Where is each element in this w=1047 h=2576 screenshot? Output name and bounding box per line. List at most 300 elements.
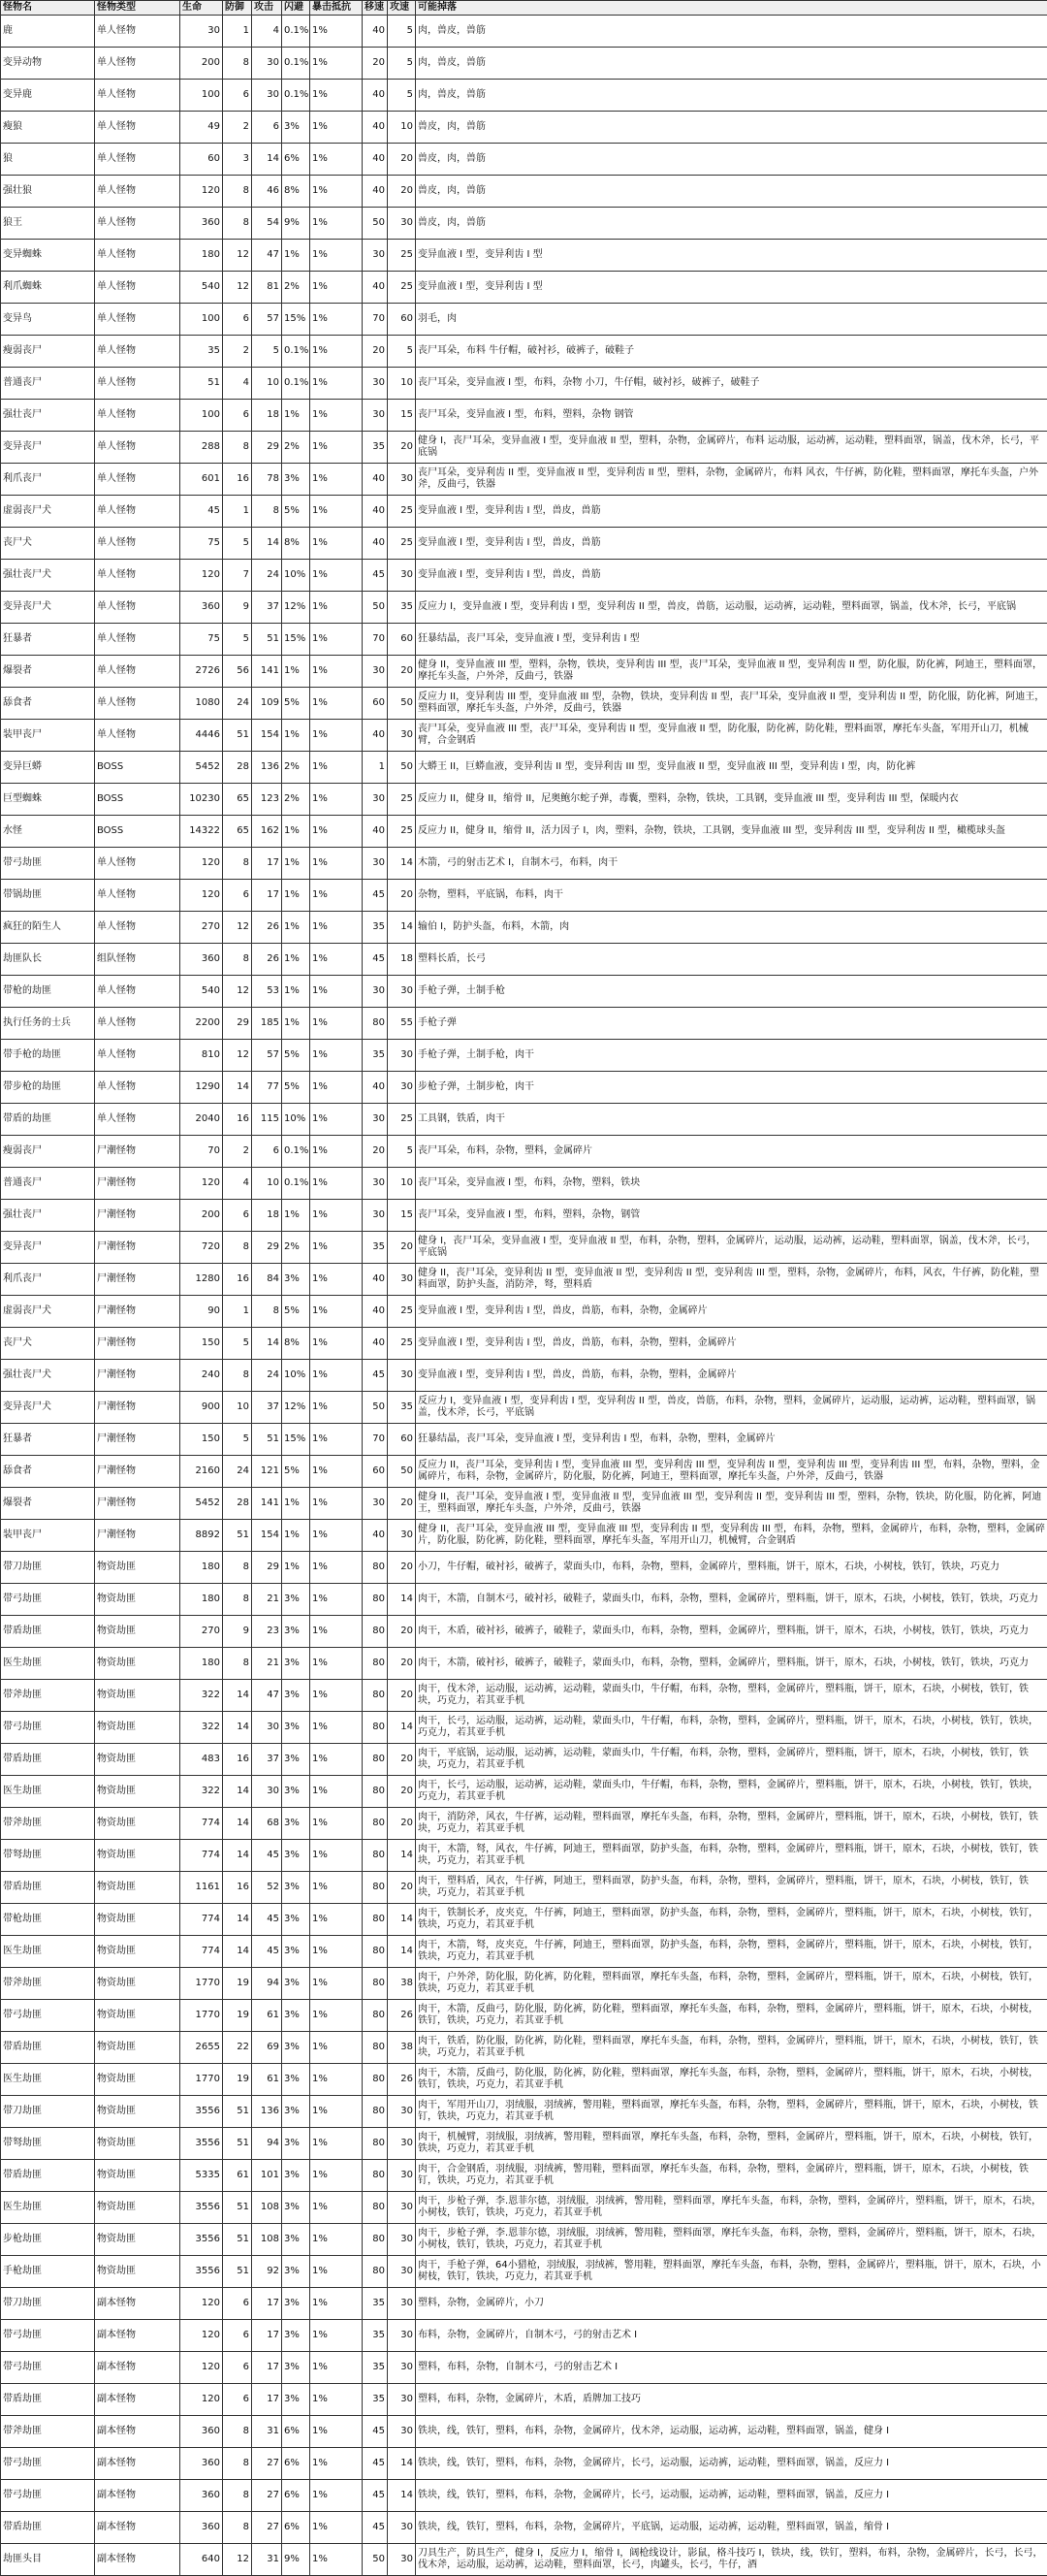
drops-value: 丧尸耳朵，布料，杂物，塑料，金属碎片 <box>416 1136 1047 1168</box>
atk-value: 78 <box>252 464 282 496</box>
atk-value: 30 <box>252 80 282 112</box>
monster-name: 变异丧尸 <box>1 1232 95 1264</box>
atk-value: 53 <box>252 976 282 1008</box>
drops-value: 肉干，木箭，反曲弓，防化服，防化裤，防化鞋，塑料面罩，摩托车头盔，布料，杂物，塑料，金属碎片，塑料瓶，饼干，原木，石块，小树枝，铁钉，铁块，巧克力，若其亚手机 <box>416 2000 1047 2032</box>
monster-type: 尸潮怪物 <box>95 1360 180 1392</box>
hp-value: 5452 <box>180 1488 223 1520</box>
drops-value: 肉干，步枪子弹，李.恩菲尔德，羽绒服，羽绒裤，警用鞋，塑料面罩，摩托车头盔，布料，杂物，塑料，金属碎片，塑料瓶，饼干，原木，石块，小树枝，铁钉，铁块，巧克力，若其亚手机 <box>416 2224 1047 2256</box>
col-header-dodge: 闪避 <box>282 1 310 16</box>
hp-value: 4446 <box>180 720 223 752</box>
crit-resist-value: 1% <box>310 144 363 176</box>
hp-value: 1280 <box>180 1264 223 1296</box>
dodge-value: 1% <box>282 944 310 976</box>
monster-name: 瘦弱丧尸 <box>1 1136 95 1168</box>
crit-resist-value: 1% <box>310 1520 363 1552</box>
drops-value: 塑料，杂物，金属碎片，小刀 <box>416 2288 1047 2320</box>
crit-resist-value: 1% <box>310 2000 363 2032</box>
atk-value: 109 <box>252 688 282 720</box>
monster-type: 物资劫匪 <box>95 2032 180 2064</box>
table-row <box>1 496 1047 528</box>
monster-name: 狼 <box>1 144 95 176</box>
drops-value: 塑料，布料，杂物，金属碎片，木盾，盾牌加工技巧 <box>416 2384 1047 2416</box>
monster-type: 单人怪物 <box>95 48 180 80</box>
crit-resist-value: 1% <box>310 784 363 816</box>
table-row <box>1 2480 1047 2512</box>
dodge-value: 6% <box>282 2480 310 2512</box>
atk-value: 94 <box>252 2128 282 2160</box>
move-speed-value: 30 <box>363 400 388 432</box>
move-speed-value: 35 <box>363 1232 388 1264</box>
dodge-value: 2% <box>282 432 310 464</box>
monster-type: BOSS <box>95 752 180 784</box>
atk-speed-value: 20 <box>388 1552 416 1584</box>
monster-name: 医生劫匪 <box>1 1648 95 1680</box>
hp-value: 150 <box>180 1328 223 1360</box>
move-speed-value: 80 <box>363 2160 388 2192</box>
hp-value: 120 <box>180 2352 223 2384</box>
monster-name: 带弓劫匪 <box>1 2480 95 2512</box>
hp-value: 75 <box>180 624 223 656</box>
hp-value: 30 <box>180 16 223 48</box>
crit-resist-value: 1% <box>310 688 363 720</box>
monster-type: 物资劫匪 <box>95 2128 180 2160</box>
crit-resist-value: 1% <box>310 1040 363 1072</box>
def-value: 16 <box>223 464 252 496</box>
def-value: 3 <box>223 144 252 176</box>
crit-resist-value: 1% <box>310 912 363 944</box>
monster-type: 单人怪物 <box>95 304 180 336</box>
hp-value: 70 <box>180 1136 223 1168</box>
move-speed-value: 40 <box>363 720 388 752</box>
atk-value: 108 <box>252 2192 282 2224</box>
move-speed-value: 60 <box>363 688 388 720</box>
monster-type: 物资劫匪 <box>95 1744 180 1776</box>
monster-name: 水怪 <box>1 816 95 848</box>
hp-value: 14322 <box>180 816 223 848</box>
def-value: 7 <box>223 560 252 592</box>
move-speed-value: 35 <box>363 1040 388 1072</box>
move-speed-value: 35 <box>363 432 388 464</box>
monster-type: 物资劫匪 <box>95 2224 180 2256</box>
monster-name: 步枪劫匪 <box>1 2224 95 2256</box>
hp-value: 360 <box>180 208 223 240</box>
dodge-value: 0.1% <box>282 368 310 400</box>
def-value: 14 <box>223 1776 252 1808</box>
drops-value: 肉，兽皮，兽筋 <box>416 16 1047 48</box>
crit-resist-value: 1% <box>310 1712 363 1744</box>
hp-value: 90 <box>180 1296 223 1328</box>
table-row <box>1 336 1047 368</box>
monster-name: 变异丧尸犬 <box>1 1392 95 1424</box>
def-value: 6 <box>223 80 252 112</box>
monster-type: 单人怪物 <box>95 272 180 304</box>
dodge-value: 6% <box>282 2416 310 2448</box>
monster-type: 单人怪物 <box>95 976 180 1008</box>
move-speed-value: 30 <box>363 848 388 880</box>
hp-value: 1290 <box>180 1072 223 1104</box>
crit-resist-value: 1% <box>310 1744 363 1776</box>
def-value: 8 <box>223 1552 252 1584</box>
hp-value: 322 <box>180 1680 223 1712</box>
atk-value: 8 <box>252 1296 282 1328</box>
table-row <box>1 1008 1047 1040</box>
table-row <box>1 848 1047 880</box>
drops-value: 反应力 I，变异血液 I 型，变异利齿 I 型，变异利齿 II 型，兽皮，兽筋，布料，杂物，塑料，金属碎片，运动服，运动裤，运动鞋，塑料面罩，锅盖，伐木斧，长弓，平底锅 <box>416 1392 1047 1424</box>
atk-value: 10 <box>252 368 282 400</box>
move-speed-value: 70 <box>363 1424 388 1456</box>
def-value: 56 <box>223 656 252 688</box>
table-row <box>1 1232 1047 1264</box>
monster-type: 单人怪物 <box>95 1040 180 1072</box>
atk-speed-value: 14 <box>388 1904 416 1936</box>
table-row <box>1 1744 1047 1776</box>
crit-resist-value: 1% <box>310 2416 363 2448</box>
drops-value: 丧尸耳朵，变异血液 I 型，布料，塑料，杂物，钢管 <box>416 1200 1047 1232</box>
hp-value: 5335 <box>180 2160 223 2192</box>
atk-speed-value: 25 <box>388 1104 416 1136</box>
monster-type: 尸潮怪物 <box>95 1200 180 1232</box>
monster-type: 单人怪物 <box>95 592 180 624</box>
table-row <box>1 1072 1047 1104</box>
def-value: 14 <box>223 1712 252 1744</box>
monster-name: 带弓劫匪 <box>1 2352 95 2384</box>
atk-value: 17 <box>252 2352 282 2384</box>
atk-value: 29 <box>252 1232 282 1264</box>
crit-resist-value: 1% <box>310 272 363 304</box>
crit-resist-value: 1% <box>310 80 363 112</box>
atk-value: 154 <box>252 1520 282 1552</box>
move-speed-value: 80 <box>363 1840 388 1872</box>
move-speed-value: 20 <box>363 1136 388 1168</box>
monster-type: 尸潮怪物 <box>95 1328 180 1360</box>
hp-value: 120 <box>180 560 223 592</box>
monster-type: 物资劫匪 <box>95 2096 180 2128</box>
monster-type: 单人怪物 <box>95 368 180 400</box>
move-speed-value: 30 <box>363 656 388 688</box>
drops-value: 肉干，木箭，弩，皮夹克，牛仔裤，阿迪王，塑料面罩，防护头盔，布料，杂物，塑料，金属碎片，塑料瓶，饼干，原木，石块，小树枝，铁钉，铁块，巧克力，若其亚手机 <box>416 1936 1047 1968</box>
monster-type: 物资劫匪 <box>95 1648 180 1680</box>
drops-value: 小刀，牛仔帽，破衬衫，破裤子，蒙面头巾，布料，杂物，塑料，金属碎片，塑料瓶，饼干，原木，石块，小树枝，铁钉，铁块，巧克力 <box>416 1552 1047 1584</box>
hp-value: 240 <box>180 1360 223 1392</box>
monster-name: 劫匪头目 <box>1 2544 95 2576</box>
dodge-value: 5% <box>282 1072 310 1104</box>
def-value: 65 <box>223 816 252 848</box>
hp-value: 180 <box>180 1648 223 1680</box>
drops-value: 肉干，伐木斧，运动服，运动裤，运动鞋，蒙面头巾，牛仔帽，布料，杂物，塑料，金属碎片，塑料瓶，饼干，原木，石块，小树枝，铁钉，铁块，巧克力，若其亚手机 <box>416 1680 1047 1712</box>
dodge-value: 1% <box>282 912 310 944</box>
drops-value: 肉干，军用开山刀，羽绒服，羽绒裤，警用鞋，塑料面罩，摩托车头盔，布料，杂物，塑料，金属碎片，塑料瓶，饼干，原木，石块，小树枝，铁钉，铁块，巧克力，若其亚手机 <box>416 2096 1047 2128</box>
crit-resist-value: 1% <box>310 1552 363 1584</box>
hp-value: 51 <box>180 368 223 400</box>
def-value: 12 <box>223 976 252 1008</box>
def-value: 14 <box>223 1680 252 1712</box>
move-speed-value: 80 <box>363 1680 388 1712</box>
crit-resist-value: 1% <box>310 1200 363 1232</box>
dodge-value: 5% <box>282 1296 310 1328</box>
hp-value: 100 <box>180 400 223 432</box>
hp-value: 150 <box>180 1424 223 1456</box>
table-row <box>1 1968 1047 2000</box>
drops-value: 木箭，弓的射击艺术 I，自制木弓，布料，肉干 <box>416 848 1047 880</box>
table-row <box>1 2448 1047 2480</box>
atk-speed-value: 30 <box>388 976 416 1008</box>
monster-type: 尸潮怪物 <box>95 1264 180 1296</box>
def-value: 2 <box>223 336 252 368</box>
drops-value: 手枪子弹 <box>416 1008 1047 1040</box>
move-speed-value: 80 <box>363 2256 388 2288</box>
atk-speed-value: 30 <box>388 464 416 496</box>
def-value: 16 <box>223 1104 252 1136</box>
dodge-value: 9% <box>282 2544 310 2576</box>
monster-name: 强壮狼 <box>1 176 95 208</box>
atk-value: 185 <box>252 1008 282 1040</box>
dodge-value: 3% <box>282 2160 310 2192</box>
monster-name: 带斧劫匪 <box>1 1680 95 1712</box>
atk-speed-value: 30 <box>388 1040 416 1072</box>
move-speed-value: 40 <box>363 1264 388 1296</box>
monster-type: BOSS <box>95 816 180 848</box>
dodge-value: 0.1% <box>282 1136 310 1168</box>
def-value: 12 <box>223 912 252 944</box>
atk-value: 115 <box>252 1104 282 1136</box>
drops-value: 肉干，木箭，破衬衫，破裤子，破鞋子，蒙面头巾，布料，杂物，塑料，金属碎片，塑料瓶，饼干，原木，石块，小树枝，铁钉，铁块，巧克力 <box>416 1648 1047 1680</box>
atk-speed-value: 14 <box>388 1840 416 1872</box>
drops-value: 铁块，线，铁钉，塑料，布料，杂物，金属碎片，平底锅，运动服，运动裤，运动鞋，塑料面罩，锅盖，缩骨 I <box>416 2512 1047 2544</box>
monster-name: 变异丧尸犬 <box>1 592 95 624</box>
monster-name: 带枪劫匪 <box>1 1904 95 1936</box>
col-header-move-speed: 移速 <box>363 1 388 16</box>
atk-value: 57 <box>252 304 282 336</box>
dodge-value: 1% <box>282 880 310 912</box>
atk-speed-value: 20 <box>388 1744 416 1776</box>
monster-name: 带盾劫匪 <box>1 1744 95 1776</box>
drops-value: 丧尸耳朵，变异血液 I 型，布料，杂物 小刀，牛仔帽，破衬衫，破裤子，破鞋子 <box>416 368 1047 400</box>
table-row <box>1 112 1047 144</box>
monster-name: 带盾劫匪 <box>1 2032 95 2064</box>
table-row <box>1 1168 1047 1200</box>
def-value: 28 <box>223 752 252 784</box>
table-row <box>1 464 1047 496</box>
drops-value: 肉干，手枪子弹，64小猎枪，羽绒服，羽绒裤，警用鞋，塑料面罩，摩托车头盔，布料，杂物，塑料，金属碎片，塑料瓶，饼干，原木，石块，小树枝，铁钉，铁块，巧克力，若其亚手机 <box>416 2256 1047 2288</box>
dodge-value: 3% <box>282 1616 310 1648</box>
crit-resist-value: 1% <box>310 1424 363 1456</box>
hp-value: 322 <box>180 1712 223 1744</box>
move-speed-value: 50 <box>363 208 388 240</box>
dodge-value: 3% <box>282 1744 310 1776</box>
move-speed-value: 20 <box>363 48 388 80</box>
table-row <box>1 2160 1047 2192</box>
table-row <box>1 1296 1047 1328</box>
def-value: 6 <box>223 1200 252 1232</box>
crit-resist-value: 1% <box>310 720 363 752</box>
hp-value: 774 <box>180 1904 223 1936</box>
table-row <box>1 240 1047 272</box>
monster-name: 爆裂者 <box>1 656 95 688</box>
def-value: 5 <box>223 528 252 560</box>
move-speed-value: 70 <box>363 304 388 336</box>
dodge-value: 3% <box>282 2000 310 2032</box>
monster-type: 尸潮怪物 <box>95 1168 180 1200</box>
def-value: 5 <box>223 1424 252 1456</box>
def-value: 51 <box>223 2224 252 2256</box>
crit-resist-value: 1% <box>310 1104 363 1136</box>
hp-value: 774 <box>180 1808 223 1840</box>
drops-value: 变异血液 I 型，变异利齿 I 型，兽皮，兽筋 <box>416 560 1047 592</box>
header-row <box>1 1 1047 16</box>
hp-value: 360 <box>180 2480 223 2512</box>
atk-value: 17 <box>252 848 282 880</box>
monster-type: 尸潮怪物 <box>95 1232 180 1264</box>
atk-value: 6 <box>252 1136 282 1168</box>
monster-type: 单人怪物 <box>95 144 180 176</box>
monster-type: 物资劫匪 <box>95 2160 180 2192</box>
move-speed-value: 45 <box>363 2480 388 2512</box>
hp-value: 540 <box>180 272 223 304</box>
dodge-value: 5% <box>282 1040 310 1072</box>
drops-value: 健身 II，丧尸耳朵，变异血液 III 型，变异血液 III 型，变异利齿 II 型，变异利齿 III 型，布料，杂物，塑料，金属碎片，布料，杂物，塑料，金属碎片，防化服，防化裤，防化鞋，塑料面罩，摩托车头盔，军用开山刀，机械臂，合金钢盾 <box>416 1520 1047 1552</box>
monster-name: 虚弱丧尸犬 <box>1 496 95 528</box>
monster-type: 物资劫匪 <box>95 1584 180 1616</box>
drops-value: 变异血液 I 型，变异利齿 I 型，兽皮，兽筋，布料，杂物，金属碎片 <box>416 1296 1047 1328</box>
move-speed-value: 50 <box>363 1392 388 1424</box>
monster-name: 装甲丧尸 <box>1 1520 95 1552</box>
atk-speed-value: 38 <box>388 2032 416 2064</box>
crit-resist-value: 1% <box>310 1616 363 1648</box>
atk-speed-value: 26 <box>388 2000 416 2032</box>
drops-value: 肉干，木箭，反曲弓，防化服，防化裤，防化鞋，塑料面罩，摩托车头盔，布料，杂物，塑料，金属碎片，塑料瓶，饼干，原木，石块，小树枝，铁钉，铁块，巧克力，若其亚手机 <box>416 2064 1047 2096</box>
move-speed-value: 80 <box>363 2128 388 2160</box>
hp-value: 640 <box>180 2544 223 2576</box>
atk-speed-value: 26 <box>388 2064 416 2096</box>
table-row <box>1 1712 1047 1744</box>
hp-value: 100 <box>180 304 223 336</box>
monster-type: 副本怪物 <box>95 2416 180 2448</box>
atk-speed-value: 30 <box>388 2096 416 2128</box>
monster-type: 物资劫匪 <box>95 1712 180 1744</box>
atk-speed-value: 30 <box>388 2128 416 2160</box>
crit-resist-value: 1% <box>310 336 363 368</box>
drops-value: 丧尸耳朵，变异血液 I 型，布料，塑料，杂物 钢管 <box>416 400 1047 432</box>
monster-type: 尸潮怪物 <box>95 1488 180 1520</box>
monster-type: 单人怪物 <box>95 624 180 656</box>
hp-value: 288 <box>180 432 223 464</box>
monster-type: 单人怪物 <box>95 464 180 496</box>
hp-value: 120 <box>180 176 223 208</box>
hp-value: 360 <box>180 944 223 976</box>
table-row <box>1 688 1047 720</box>
dodge-value: 8% <box>282 176 310 208</box>
monster-type: 物资劫匪 <box>95 2064 180 2096</box>
drops-value: 丧尸耳朵，变异利齿 II 型，变异血液 II 型，变异利齿 II 型，塑料，杂物，金属碎片，布料 风衣，牛仔裤，防化鞋，塑料面罩，摩托车头盔，户外斧，反曲弓，铁器 <box>416 464 1047 496</box>
atk-value: 31 <box>252 2544 282 2576</box>
def-value: 8 <box>223 1648 252 1680</box>
table-row <box>1 528 1047 560</box>
atk-speed-value: 25 <box>388 496 416 528</box>
dodge-value: 0.1% <box>282 336 310 368</box>
monster-name: 带弓劫匪 <box>1 2000 95 2032</box>
move-speed-value: 45 <box>363 2416 388 2448</box>
drops-value: 健身 II，丧尸耳朵，变异利齿 II 型，变异血液 II 型，变异利齿 II 型，变异利齿 III 型，塑料，杂物，金属碎片，布料，风衣，牛仔裤，防化鞋，塑料面罩，防护头盔，消防斧，弩，塑料盾 <box>416 1264 1047 1296</box>
monster-name: 利爪丧尸 <box>1 464 95 496</box>
dodge-value: 3% <box>282 2224 310 2256</box>
atk-speed-value: 10 <box>388 112 416 144</box>
atk-value: 47 <box>252 1680 282 1712</box>
move-speed-value: 30 <box>363 1200 388 1232</box>
move-speed-value: 80 <box>363 2096 388 2128</box>
dodge-value: 2% <box>282 784 310 816</box>
move-speed-value: 45 <box>363 2448 388 2480</box>
monster-name: 舔食者 <box>1 1456 95 1488</box>
monster-type: 尸潮怪物 <box>95 1520 180 1552</box>
crit-resist-value: 1% <box>310 2352 363 2384</box>
drops-value: 肉干，塑料盾，风衣，牛仔裤，阿迪王，塑料面罩，防护头盔，布料，杂物，塑料，金属碎片，塑料瓶，饼干，原木，石块，小树枝，铁钉，铁块，巧克力，若其亚手机 <box>416 1872 1047 1904</box>
drops-value: 丧尸耳朵，变异血液 III 型，丧尸耳朵，变异利齿 II 型，变异血液 II 型，防化服，防化裤，防化鞋，塑料面罩，摩托车头盔，军用开山刀，机械臂，合金钢盾 <box>416 720 1047 752</box>
crit-resist-value: 1% <box>310 848 363 880</box>
table-row <box>1 1776 1047 1808</box>
monster-name: 劫匪队长 <box>1 944 95 976</box>
atk-speed-value: 60 <box>388 304 416 336</box>
def-value: 5 <box>223 624 252 656</box>
crit-resist-value: 1% <box>310 2384 363 2416</box>
atk-speed-value: 30 <box>388 2256 416 2288</box>
table-row <box>1 1904 1047 1936</box>
monster-type: 物资劫匪 <box>95 1552 180 1584</box>
monster-name: 普通丧尸 <box>1 368 95 400</box>
atk-value: 61 <box>252 2064 282 2096</box>
drops-value: 铁块，线，铁钉，塑料，布料，杂物，金属碎片，长弓，运动服，运动裤，运动鞋，塑料面罩，锅盖，反应力 I <box>416 2448 1047 2480</box>
move-speed-value: 50 <box>363 2544 388 2576</box>
monster-type: 尸潮怪物 <box>95 1136 180 1168</box>
move-speed-value: 45 <box>363 880 388 912</box>
atk-speed-value: 14 <box>388 1584 416 1616</box>
atk-value: 17 <box>252 880 282 912</box>
atk-value: 30 <box>252 1712 282 1744</box>
atk-speed-value: 20 <box>388 1648 416 1680</box>
atk-speed-value: 55 <box>388 1008 416 1040</box>
atk-value: 37 <box>252 592 282 624</box>
crit-resist-value: 1% <box>310 208 363 240</box>
table-row <box>1 1104 1047 1136</box>
hp-value: 2726 <box>180 656 223 688</box>
atk-value: 141 <box>252 1488 282 1520</box>
crit-resist-value: 1% <box>310 2288 363 2320</box>
move-speed-value: 80 <box>363 2032 388 2064</box>
move-speed-value: 40 <box>363 144 388 176</box>
hp-value: 483 <box>180 1744 223 1776</box>
drops-value: 兽皮，肉，兽筋 <box>416 176 1047 208</box>
atk-value: 37 <box>252 1392 282 1424</box>
table-row <box>1 944 1047 976</box>
atk-speed-value: 30 <box>388 2352 416 2384</box>
dodge-value: 1% <box>282 1552 310 1584</box>
table-row <box>1 400 1047 432</box>
hp-value: 720 <box>180 1232 223 1264</box>
crit-resist-value: 1% <box>310 2256 363 2288</box>
move-speed-value: 80 <box>363 1584 388 1616</box>
drops-value: 肉，兽皮，兽筋 <box>416 48 1047 80</box>
monster-type: 组队怪物 <box>95 944 180 976</box>
table-row <box>1 720 1047 752</box>
hp-value: 120 <box>180 2288 223 2320</box>
drops-value: 反应力 I，变异血液 I 型，变异利齿 I 型，变异利齿 II 型，兽皮，兽筋，运动服，运动裤，运动鞋，塑料面罩，锅盖，伐木斧，长弓，平底锅 <box>416 592 1047 624</box>
monster-type: 单人怪物 <box>95 656 180 688</box>
hp-value: 60 <box>180 144 223 176</box>
hp-value: 120 <box>180 848 223 880</box>
crit-resist-value: 1% <box>310 1296 363 1328</box>
move-speed-value: 80 <box>363 1008 388 1040</box>
atk-value: 68 <box>252 1808 282 1840</box>
table-row <box>1 912 1047 944</box>
